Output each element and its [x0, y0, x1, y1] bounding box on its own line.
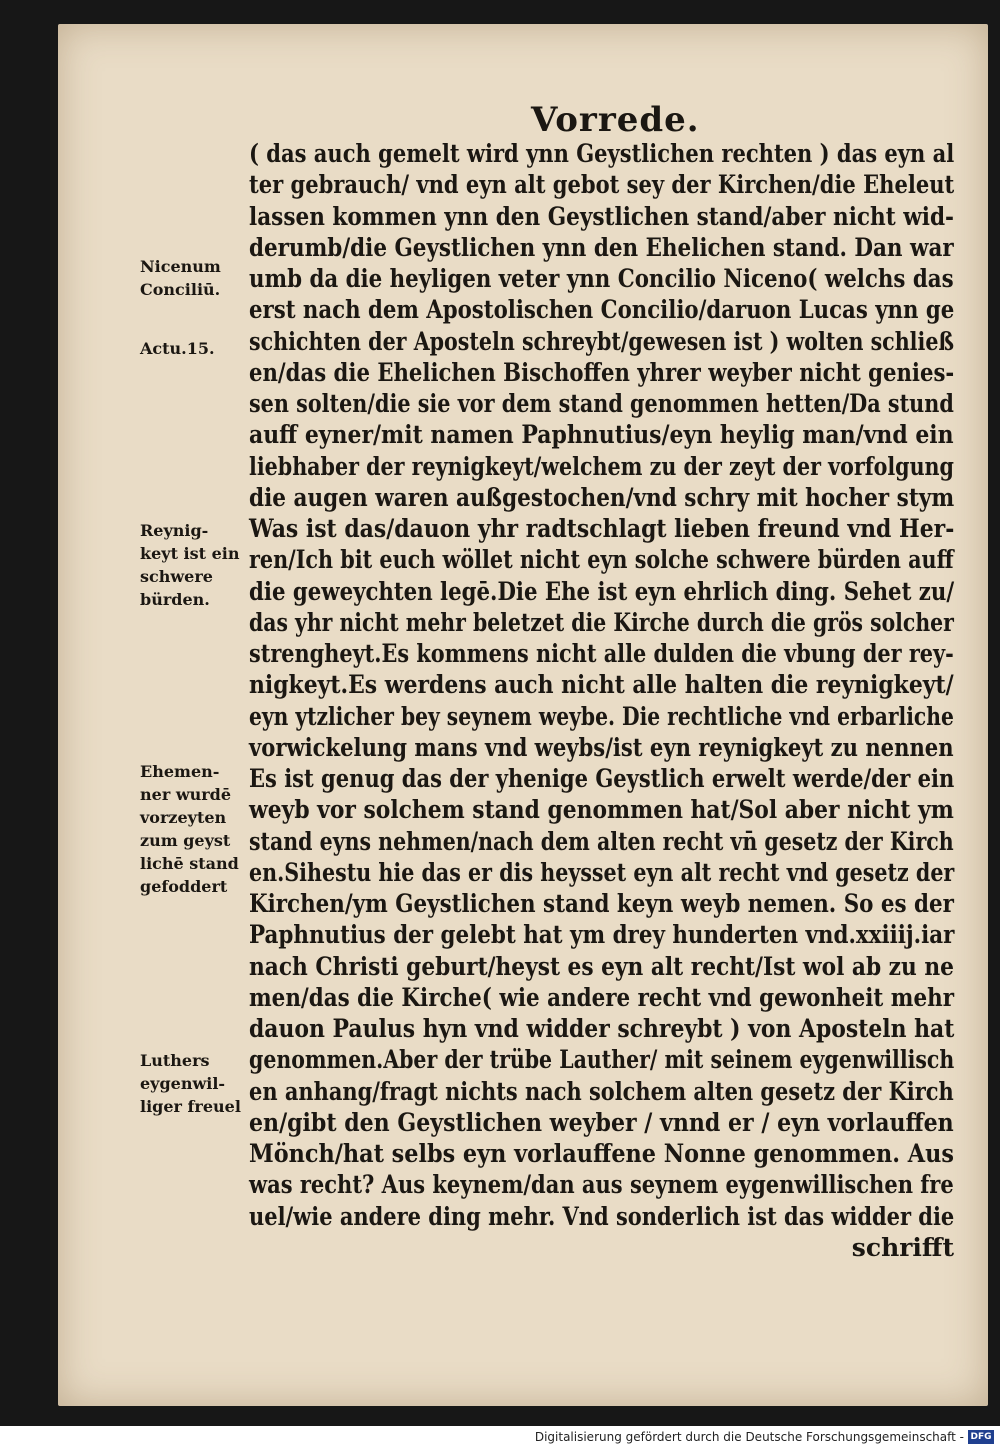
- text-line: en.Sihestu hie das er dis heysset eyn alt recht vnd gesetz der: [249, 857, 955, 887]
- margin-note-line: Actu.15.: [140, 339, 215, 358]
- margin-note-line: liger freuel: [140, 1097, 241, 1116]
- text-line: das yhr nicht mehr beletzet die Kirche durch die grös solcher: [249, 607, 954, 637]
- margin-note-line: gefoddert: [140, 877, 228, 896]
- margin-note-line: schwere: [140, 567, 213, 586]
- text-line: weyb vor solchem stand genommen hat/Sol aber nicht ym: [249, 795, 954, 825]
- margin-note-line: keyt ist ein: [140, 544, 240, 563]
- text-line: strengheyt.Es kommens nicht alle dulden die vbung der rey-: [249, 639, 954, 668]
- text-line: ren/Ich bit euch wöllet nicht eyn solche schwere bürden auff: [249, 545, 954, 575]
- text-line: ( das auch gemelt wird ynn Geystlichen rechten ) das eyn al: [249, 139, 955, 168]
- text-line: uel/wie andere ding mehr. Vnd sonderlich ist das widder die: [249, 1201, 955, 1231]
- margin-note-luthers: [140, 1049, 250, 1118]
- text-line: liebhaber der reynigkeyt/welchem zu der zeyt der vorfolgung: [249, 451, 954, 481]
- text-line: schichten der Aposteln schreybt/gewesen ist ) wolten schließ: [249, 326, 955, 356]
- text-line: derumb/die Geystlichen ynn den Ehelichen stand. Dan war: [249, 232, 954, 262]
- text-line: die augen waren außgestochen/vnd schry mit hocher stym: [249, 482, 955, 512]
- text-line: Was ist das/dauon yhr radtschlagt lieben freund vnd Her-: [249, 514, 955, 543]
- text-line: eyn ytzlicher bey seynem weybe. Die rechtliche vnd erbarliche: [249, 701, 954, 731]
- text-line: Mönch/hat selbs eyn vorlauffene Nonne genommen. Aus: [249, 1139, 954, 1168]
- text-line: ter gebrauch/ vnd eyn alt gebot sey der Kirchen/die Eheleut: [249, 170, 955, 200]
- text-line: Es ist genug das der yhenige Geystlich erwelt werde/der ein: [249, 764, 955, 793]
- dfg-logo: DFG: [968, 1430, 994, 1444]
- text-line: erst nach dem Apostolischen Concilio/daruon Lucas ynn ge: [249, 295, 955, 325]
- text-line: nach Christi geburt/heyst es eyn alt recht/Ist wol ab zu ne: [249, 951, 954, 981]
- margin-note-ehemenner: [140, 760, 250, 898]
- margin-note-line: Conciliū.: [140, 280, 221, 299]
- text-line: en anhang/fragt nichts nach solchem alten gesetz der Kirch: [249, 1076, 954, 1106]
- text-line: umb da die heyligen veter ynn Concilio Niceno( welchs das: [249, 264, 954, 293]
- text-line: en/gibt den Geystlichen weyber / vnnd er / eyn vorlauffen: [249, 1107, 954, 1137]
- margin-note-line: vorzeyten: [140, 808, 227, 827]
- margin-note-line: Ehemen-: [140, 762, 220, 781]
- text-line: dauon Paulus hyn vnd widder schreybt ) von Aposteln hat: [249, 1014, 955, 1043]
- text-line: Kirchen/ym Geystlichen stand keyn weyb nemen. So es der: [249, 889, 954, 918]
- text-line: genommen.Aber der trübe Lauther/ mit seinem eygenwillisch: [249, 1045, 955, 1075]
- catchword: schrifft: [851, 1232, 954, 1262]
- margin-note-line: Reynig-: [140, 521, 209, 540]
- margin-note-line: bürden.: [140, 590, 210, 609]
- margin-note-line: zum geyst: [140, 831, 231, 850]
- text-line: vorwickelung mans vnd weybs/ist eyn reynigkeyt zu nennen: [249, 732, 954, 762]
- body-text: [249, 138, 954, 1263]
- digitization-footer: [0, 1426, 1000, 1449]
- margin-note-line: Nicenum: [140, 257, 221, 276]
- text-line: sen solten/die sie vor dem stand genommen hetten/Da stund: [249, 389, 954, 418]
- margin-note-reynigkeyt: [140, 519, 250, 611]
- text-line: nigkeyt.Es werdens auch nicht alle halten die reynigkeyt/: [249, 670, 954, 700]
- page-header: Vorrede.: [531, 100, 700, 140]
- margin-note-line: lichē stand: [140, 854, 239, 873]
- text-line: lassen kommen ynn den Geystlichen stand/aber nicht wid-: [249, 201, 955, 231]
- text-line: stand eyns nehmen/nach dem alten recht vn̄ gesetz der Kirch: [249, 826, 954, 856]
- text-line: was recht? Aus keynem/dan aus seynem eygenwillischen fre: [249, 1170, 954, 1200]
- margin-note-actu: [140, 337, 250, 360]
- text-line: die geweychten legē.Die Ehe ist eyn ehrlich ding. Sehet zu/: [249, 576, 955, 606]
- margin-note-line: eygenwil-: [140, 1074, 226, 1093]
- text-line: men/das die Kirche( wie andere recht vnd gewonheit mehr: [249, 982, 955, 1012]
- text-line: en/das die Ehelichen Bischoffen yhrer weyber nicht genies-: [249, 357, 955, 387]
- text-line: auff eyner/mit namen Paphnutius/eyn heylig man/vnd ein: [249, 420, 954, 450]
- text-line: Paphnutius der gelebt hat ym drey hunderten vnd.xxiiij.iar: [249, 920, 955, 950]
- margin-note-nicenum: [140, 255, 250, 301]
- margin-note-line: ner wurdē: [140, 785, 232, 804]
- margin-note-line: Luthers: [140, 1051, 210, 1070]
- footer-credit: Digitalisierung gefördert durch die Deutsche Forschungsgemeinschaft -: [534, 1430, 964, 1444]
